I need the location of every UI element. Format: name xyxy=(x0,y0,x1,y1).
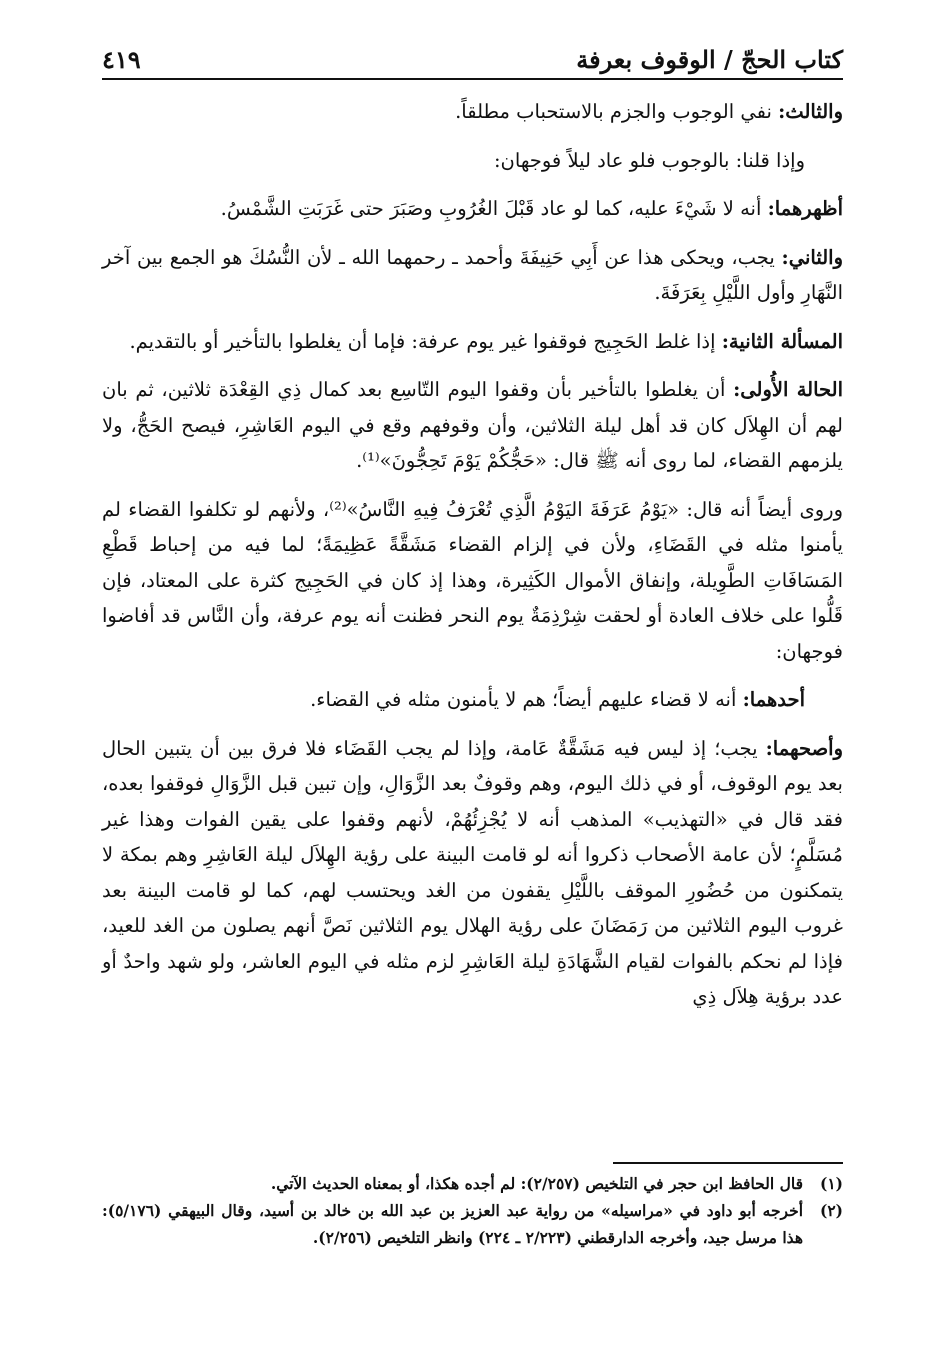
footnote-text: أخرجه أبو داود في «مراسيله» من رواية عبد العزيز بن عبد الله بن خالد بن أسيد، وقال البيهقي (٥/١٧٦): هذا مرسل جيد، وأخرجه الدارقطني (٢/٢٢٣ ـ ٢٢٤) وانظر التلخيص (٢/٢٥٦). xyxy=(102,1201,803,1247)
paragraph xyxy=(102,94,843,130)
footnote-number: (٢) xyxy=(819,1201,843,1220)
paragraph-text: أن يغلطوا بالتأخير بأن وقفوا اليوم التّاسِع بعد كمال ذِي القِعْدَة ثلاثين، ثم بان لهم أن الهِلاَل كان قد أهل ليلة الثلاثين، وأن وقوفهم وقع في اليوم العَاشِرِ، فيصح الحَجُّ، ولا يلزمهم القضاء، لما روى أنه ﷺ قال: «حَجُّكُمْ يَوْمَ تَحِجُّونَ»⁽¹⁾. xyxy=(102,378,843,472)
main-text xyxy=(102,94,843,1028)
paragraph xyxy=(102,682,843,718)
paragraph-text: نفي الوجوب والجزم بالاستحباب مطلقاً. xyxy=(455,100,779,123)
paragraph-lead: المسألة الثانية: xyxy=(721,329,843,353)
paragraph-text: وإذا قلنا: بالوجوب فلو عاد ليلاً فوجهان: xyxy=(493,148,805,172)
paragraph xyxy=(102,191,843,227)
paragraph-text: أنه لا قضاء عليهم أيضاً؛ هم لا يأمنون مثله في القضاء. xyxy=(310,688,743,711)
paragraph-text: أنه لا شَيْءَ عليه، كما لو عاد قَبْلَ الغُرُوبِ وصَبَرَ حتى غَرَبَتِ الشَّمْسُ. xyxy=(220,197,768,220)
page-number: ٤١٩ xyxy=(102,45,141,74)
footnote-separator xyxy=(613,1162,843,1164)
paragraph-lead: والثاني: xyxy=(781,245,843,269)
paragraph xyxy=(102,240,843,311)
footnotes xyxy=(102,1170,843,1251)
running-title: كتاب الحجّ / الوقوف بعرفة xyxy=(576,45,843,74)
paragraph-lead: والثالث: xyxy=(778,100,843,123)
paragraph xyxy=(102,492,843,670)
paragraph xyxy=(102,372,843,479)
paragraph-text: يجب، ويحكى هذا عن أَبِي حَنِيفَةَ وأحمد ـ رحمهما الله ـ لأن النُّسُكَ هو الجمع بين آخر النَّهَارِ وأول اللَّيْلِ بِعَرَفَةَ. xyxy=(102,245,843,304)
paragraph-lead: أظهرهما: xyxy=(767,197,843,220)
paragraph-lead: وأصحهما: xyxy=(765,736,843,760)
footnote-number: (١) xyxy=(819,1174,843,1193)
paragraph-text: يجب؛ إذ ليس فيه مَشَقَّةٌ عَامة، وإذا لم يجب القَضَاء فلا فرق بين أن يتبين الحال بعد يوم الوقوف، أو في ذلك اليوم، وهم وقوفٌ بعد الزَّوَالِ، وإن تبين قبل الزَّوَالِ فوقفوا بعده، فقد قال في «التهذيب» المذهب أنه لا يُجْزِئُهُمْ، لأنهم وقفوا على يقين الفوات وهذا غير مُسَلَّمٍ؛ لأن عامة الأصحاب ذكروا أنه لو قامت البينة على رؤية الهِلاَل ليلة العَاشِرِ وهم بمكة لا يتمكنون من حُضُورِ الموقف باللَّيْلِ يقفون من الغد ويحتسب لهم، كما لو قامت البينة بعد غروب اليوم الثلاثين من رَمَضَانَ على رؤية الهلال يوم الثلاثين نَصَّ أنهم يصلون من الغد للعيد، فإذا لم نحكم بالفوات لقيام الشَّهَادَةِ ليلة العَاشِرِ لزم مثله في اليوم العاشر، ولو شهد واحدٌ أو عدد برؤية هِلاَل ذِي xyxy=(102,736,843,1008)
footnote xyxy=(102,1197,843,1251)
paragraph-lead: أحدهما: xyxy=(742,688,805,711)
paragraph xyxy=(102,731,843,1015)
paragraph-text: إذا غلط الحَجِيج فوقفوا غير يوم عرفة: فإما أن يغلطوا بالتأخير أو بالتقديم. xyxy=(129,329,722,353)
paragraph xyxy=(102,143,843,179)
paragraph-lead: الحالة الأُولى: xyxy=(733,378,843,401)
paragraph xyxy=(102,324,843,360)
footnote-text: قال الحافظ ابن حجر في التلخيص (٢/٢٥٧): لم أجده هكذا، أو بمعناه الحديث الآتي. xyxy=(270,1174,803,1193)
footnote xyxy=(102,1170,843,1197)
running-header xyxy=(102,40,843,80)
paragraph-text: وروى أيضاً أنه قال: «يَوْمُ عَرَفَةَ اليَوْمُ الَّذِي تُعْرَفُ فِيهِ النَّاسُ»⁽²⁾، ولأنهم لو تكلفوا القضاء لم يأمنوا مثله في القَضَاءِ، ولأن في إلزام القضاء مَشَقَّةً عَظِيمَةً؛ لما فيه من إحباط قَطْعِ المَسَافَاتِ الطَّوِيلة، وإنفاق الأموال الكَثِيرة، وهذا إذ كان في الحَجِيج كثرة على المعتاد، فإن قَلُّوا على خلاف العادة أو لحقت شِرْذِمَةٌ يوم النحر فظنت أنه يوم عرفة، وأن النَّاس قد أفاضوا فوجهان: xyxy=(102,497,843,663)
